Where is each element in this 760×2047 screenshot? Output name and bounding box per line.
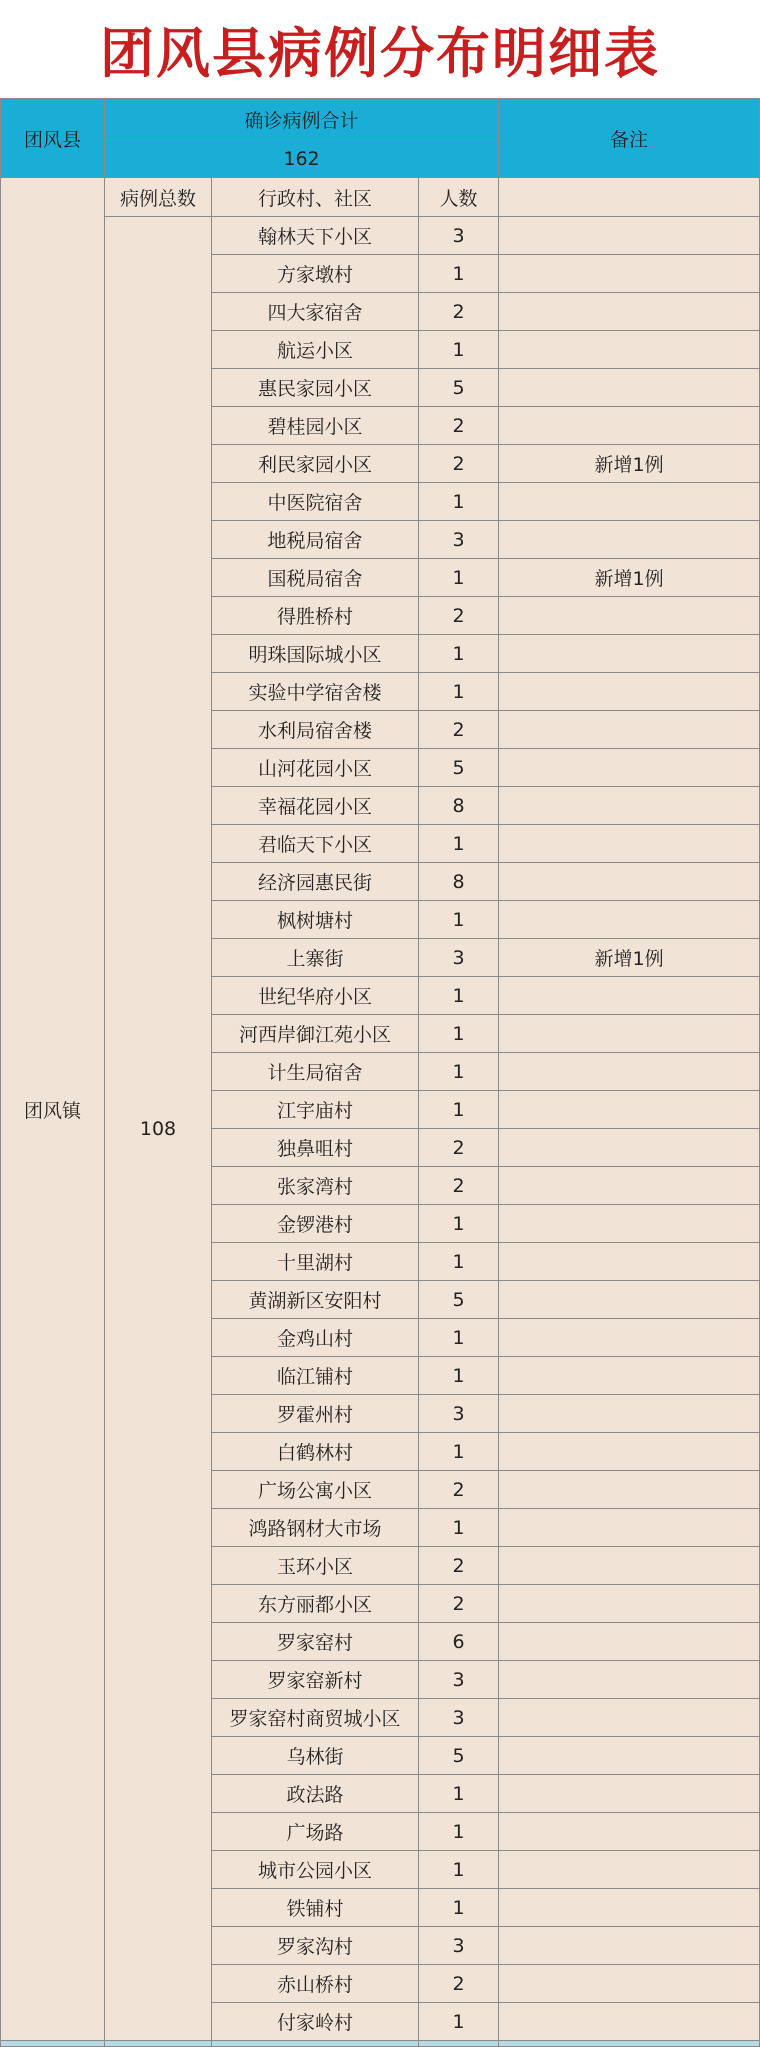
- village-name: 玉环小区: [212, 1547, 419, 1585]
- count-header: 人数: [419, 178, 499, 217]
- remark: [499, 2003, 760, 2041]
- case-count: 1: [419, 1091, 499, 1129]
- remark: [499, 1585, 760, 1623]
- remark: [499, 1509, 760, 1547]
- case-count: 1: [419, 1357, 499, 1395]
- village-name: 实验中学宿舍楼: [212, 673, 419, 711]
- case-count: 1: [419, 483, 499, 521]
- village-name: 水利局宿舍楼: [212, 711, 419, 749]
- village-name: 碧桂园小区: [212, 407, 419, 445]
- remark: 新增1例: [499, 939, 760, 977]
- village-name: 广场公寓小区: [212, 1471, 419, 1509]
- remark: [499, 217, 760, 255]
- village-name: 城市公园小区: [212, 1851, 419, 1889]
- remark: [499, 1737, 760, 1775]
- village-name: 利民家园小区: [212, 445, 419, 483]
- village-name: 金鸡山村: [212, 1319, 419, 1357]
- footer-cell: [105, 2041, 212, 2047]
- remark: [499, 407, 760, 445]
- case-count: 1: [419, 559, 499, 597]
- case-count: 3: [419, 217, 499, 255]
- page-title: 团风县病例分布明细表: [100, 21, 660, 85]
- case-count: 1: [419, 1015, 499, 1053]
- remarks-header: 备注: [499, 99, 760, 178]
- village-name: 河西岸御江苑小区: [212, 1015, 419, 1053]
- case-count: 5: [419, 1281, 499, 1319]
- footer-cell: [419, 2041, 499, 2047]
- village-name: 上寨街: [212, 939, 419, 977]
- remark: [499, 1547, 760, 1585]
- village-name: 君临天下小区: [212, 825, 419, 863]
- remark: [499, 597, 760, 635]
- village-name: 方家墩村: [212, 255, 419, 293]
- case-count: 1: [419, 673, 499, 711]
- confirmed-total-label: 确诊病例合计: [105, 99, 499, 140]
- header-row: [1, 99, 760, 140]
- remark: [499, 1851, 760, 1889]
- subheader-row: [1, 178, 760, 217]
- remark: [499, 1965, 760, 2003]
- case-count: 3: [419, 1699, 499, 1737]
- case-count: 1: [419, 1889, 499, 1927]
- case-count: 2: [419, 1585, 499, 1623]
- case-count: 1: [419, 1775, 499, 1813]
- case-count: 1: [419, 635, 499, 673]
- village-name: 付家岭村: [212, 2003, 419, 2041]
- remark: [499, 1775, 760, 1813]
- village-name: 明珠国际城小区: [212, 635, 419, 673]
- case-count: 1: [419, 1243, 499, 1281]
- case-count: 2: [419, 597, 499, 635]
- case-count: 2: [419, 1167, 499, 1205]
- remark: [499, 1395, 760, 1433]
- remark: [499, 1433, 760, 1471]
- village-name: 乌林街: [212, 1737, 419, 1775]
- remark: [499, 1205, 760, 1243]
- case-count: 1: [419, 1813, 499, 1851]
- case-count: 3: [419, 1395, 499, 1433]
- case-count: 1: [419, 1509, 499, 1547]
- village-name: 山河花园小区: [212, 749, 419, 787]
- remark: [499, 293, 760, 331]
- case-count: 1: [419, 1053, 499, 1091]
- village-header: 行政村、社区: [212, 178, 419, 217]
- remark: [499, 483, 760, 521]
- footer-cell: [1, 2041, 105, 2047]
- village-name: 得胜桥村: [212, 597, 419, 635]
- case-count: 3: [419, 939, 499, 977]
- footer-cell: [499, 2041, 760, 2047]
- village-name: 国税局宿舍: [212, 559, 419, 597]
- remark: [499, 673, 760, 711]
- town-cell: 团风镇: [1, 178, 105, 2041]
- village-name: 惠民家园小区: [212, 369, 419, 407]
- remark: [499, 1015, 760, 1053]
- table-footer-strip: [1, 2041, 760, 2047]
- remark: [499, 749, 760, 787]
- village-name: 枫树塘村: [212, 901, 419, 939]
- total-cases-header: 病例总数: [105, 178, 212, 217]
- remark: [499, 1167, 760, 1205]
- village-name: 广场路: [212, 1813, 419, 1851]
- remark: [499, 369, 760, 407]
- case-count: 2: [419, 445, 499, 483]
- remark: [499, 1661, 760, 1699]
- village-name: 黄湖新区安阳村: [212, 1281, 419, 1319]
- remark: 新增1例: [499, 445, 760, 483]
- case-count: 3: [419, 1661, 499, 1699]
- case-count: 1: [419, 1433, 499, 1471]
- remark: [499, 825, 760, 863]
- case-count: 1: [419, 977, 499, 1015]
- case-count: 2: [419, 1129, 499, 1167]
- case-count: 1: [419, 255, 499, 293]
- remark: [499, 1129, 760, 1167]
- remark: 新增1例: [499, 559, 760, 597]
- village-name: 鸿路钢材大市场: [212, 1509, 419, 1547]
- remark: [499, 255, 760, 293]
- remark: [499, 901, 760, 939]
- village-name: 金锣港村: [212, 1205, 419, 1243]
- case-count: 6: [419, 1623, 499, 1661]
- case-count: 3: [419, 1927, 499, 1965]
- village-name: 翰林天下小区: [212, 217, 419, 255]
- footer-cell: [212, 2041, 419, 2047]
- village-name: 计生局宿舍: [212, 1053, 419, 1091]
- case-count: 8: [419, 863, 499, 901]
- village-name: 临江铺村: [212, 1357, 419, 1395]
- village-name: 赤山桥村: [212, 1965, 419, 2003]
- case-count: 1: [419, 1851, 499, 1889]
- remark: [499, 635, 760, 673]
- village-name: 罗家窑新村: [212, 1661, 419, 1699]
- village-name: 幸福花园小区: [212, 787, 419, 825]
- remark: [499, 1243, 760, 1281]
- village-name: 独鼻咀村: [212, 1129, 419, 1167]
- remark: [499, 1357, 760, 1395]
- village-name: 世纪华府小区: [212, 977, 419, 1015]
- village-name: 经济园惠民街: [212, 863, 419, 901]
- village-name: 罗霍州村: [212, 1395, 419, 1433]
- remark: [499, 1053, 760, 1091]
- case-count: 5: [419, 1737, 499, 1775]
- village-name: 航运小区: [212, 331, 419, 369]
- village-name: 白鹤林村: [212, 1433, 419, 1471]
- remark: [499, 1699, 760, 1737]
- case-count: 2: [419, 293, 499, 331]
- remark: [499, 1927, 760, 1965]
- confirmed-total-value: 162: [105, 140, 499, 178]
- village-name: 中医院宿舍: [212, 483, 419, 521]
- village-name: 江宇庙村: [212, 1091, 419, 1129]
- remark: [499, 787, 760, 825]
- case-count: 5: [419, 369, 499, 407]
- village-name: 东方丽都小区: [212, 1585, 419, 1623]
- remark: [499, 331, 760, 369]
- village-name: 铁铺村: [212, 1889, 419, 1927]
- village-name: 罗家窑村商贸城小区: [212, 1699, 419, 1737]
- remark: [499, 1889, 760, 1927]
- remark: [499, 521, 760, 559]
- town-total-cell: 108: [105, 217, 212, 2041]
- remark: [499, 977, 760, 1015]
- case-count: 1: [419, 1319, 499, 1357]
- case-count: 2: [419, 1547, 499, 1585]
- remark: [499, 1623, 760, 1661]
- village-name: 政法路: [212, 1775, 419, 1813]
- village-name: 罗家沟村: [212, 1927, 419, 1965]
- case-count: 2: [419, 1965, 499, 2003]
- case-count: 1: [419, 331, 499, 369]
- village-name: 地税局宿舍: [212, 521, 419, 559]
- village-name: 张家湾村: [212, 1167, 419, 1205]
- case-distribution-table: [0, 98, 760, 2047]
- remark: [499, 1281, 760, 1319]
- county-header: 团风县: [1, 99, 105, 178]
- case-count: 1: [419, 901, 499, 939]
- case-count: 8: [419, 787, 499, 825]
- village-name: 十里湖村: [212, 1243, 419, 1281]
- village-name: 罗家窑村: [212, 1623, 419, 1661]
- remark: [499, 1091, 760, 1129]
- case-count: 1: [419, 825, 499, 863]
- subheader-remarks-cell: [499, 178, 760, 217]
- case-count: 3: [419, 521, 499, 559]
- case-count: 2: [419, 1471, 499, 1509]
- case-count: 1: [419, 2003, 499, 2041]
- case-count: 5: [419, 749, 499, 787]
- remark: [499, 1319, 760, 1357]
- case-count: 1: [419, 1205, 499, 1243]
- remark: [499, 1471, 760, 1509]
- remark: [499, 711, 760, 749]
- village-name: 四大家宿舍: [212, 293, 419, 331]
- remark: [499, 1813, 760, 1851]
- remark: [499, 863, 760, 901]
- case-count: 2: [419, 407, 499, 445]
- table-row: [1, 217, 760, 255]
- case-count: 2: [419, 711, 499, 749]
